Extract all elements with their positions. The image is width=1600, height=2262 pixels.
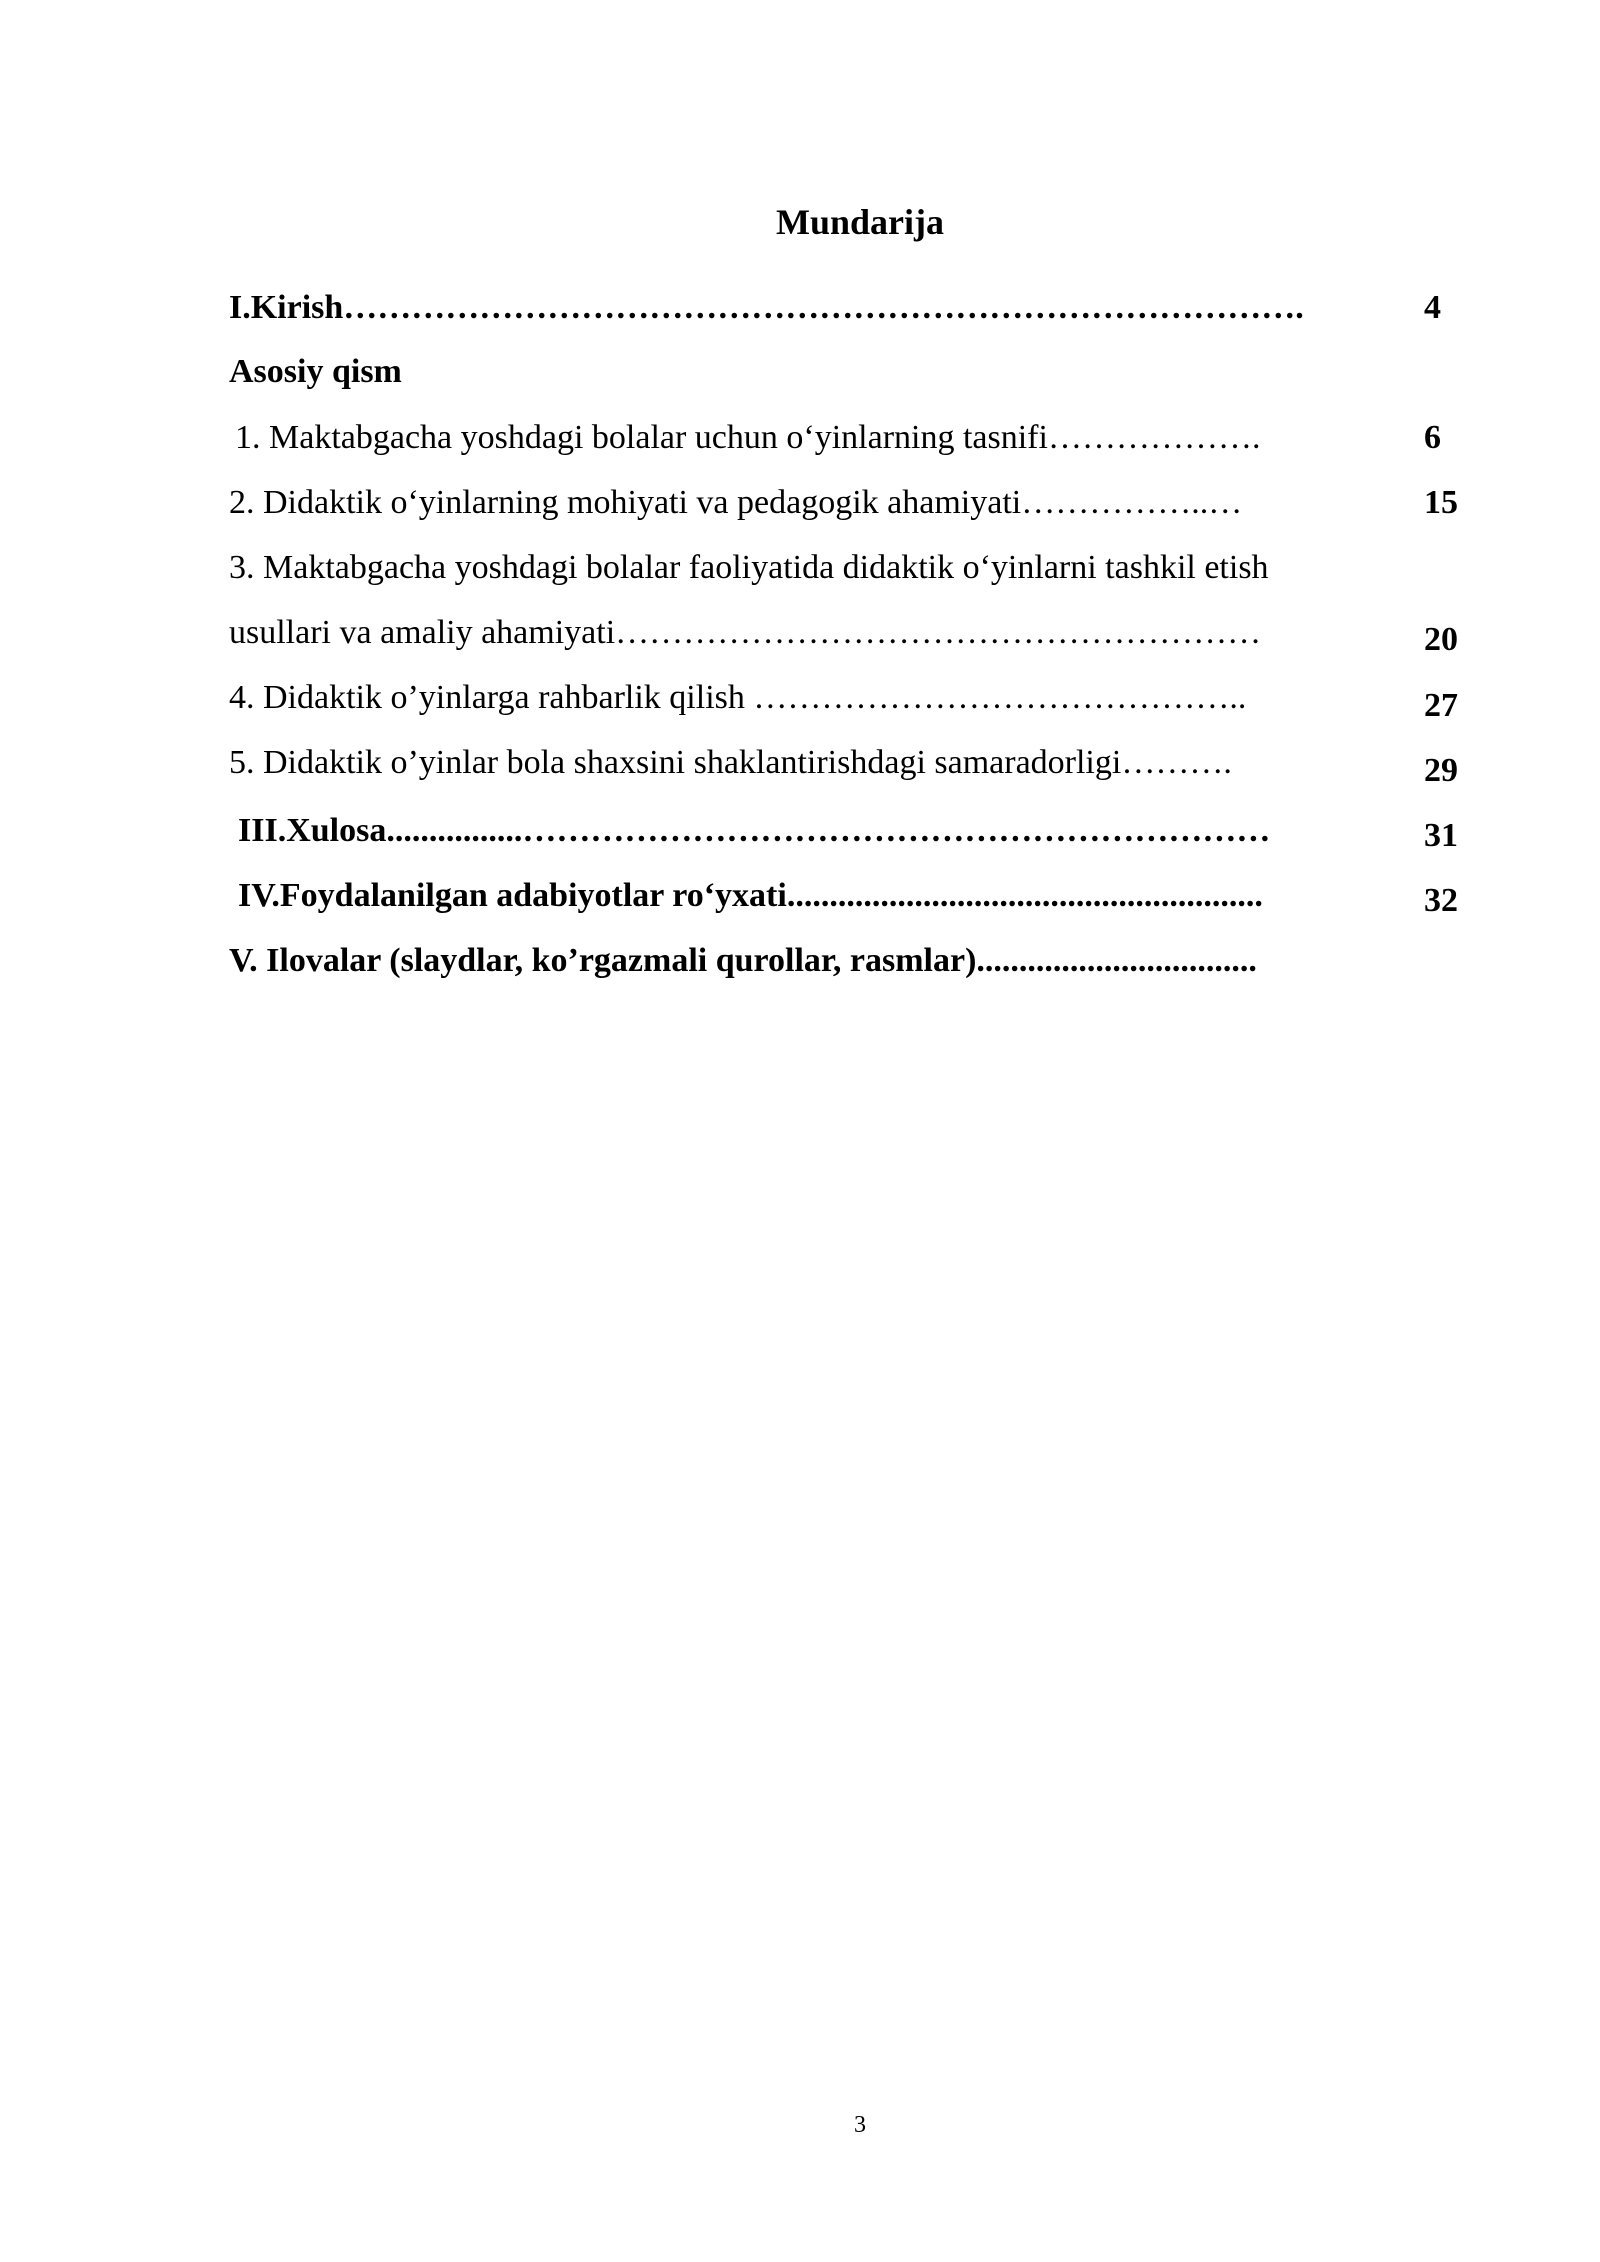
page-number: 3 — [854, 2112, 866, 2138]
toc-entry-intro: I.Kirish…………………………………………………………………………. — [229, 289, 1304, 326]
toc-page-2: 15 — [1424, 484, 1458, 521]
toc-entry-5: 5. Didaktik o’yinlar bola shaxsini shaklantirishdagi samaradorligi………. — [229, 744, 1232, 781]
toc-page-intro: 4 — [1424, 289, 1441, 326]
toc-page-1: 6 — [1424, 419, 1441, 456]
page-title: Mundarija — [775, 202, 944, 242]
toc-page-references: 32 — [1424, 882, 1458, 919]
toc-entry-references: IV.Foydalanilgan adabiyotlar ro‘yxati........................................................ — [238, 877, 1263, 914]
toc-page-3: 20 — [1424, 621, 1458, 658]
toc-page-4: 27 — [1424, 687, 1458, 724]
toc-entry-4: 4. Didaktik o’yinlarga rahbarlik qilish …………………………………….. — [229, 679, 1247, 716]
toc-section-heading: Asosiy qism — [229, 353, 402, 390]
toc-entry-2: 2. Didaktik o‘yinlarning mohiyati va pedagogik ahamiyati……………..… — [229, 484, 1243, 521]
toc-entry-appendix: V. Ilovalar (slaydlar, ko’rgazmali qurollar, rasmlar)................................. — [229, 942, 1257, 979]
toc-entry-1: 1. Maktabgacha yoshdagi bolalar uchun o‘yinlarning tasnifi………………. — [235, 419, 1261, 456]
toc-entry-3-line1: 3. Maktabgacha yoshdagi bolalar faoliyatida didaktik o‘yinlarni tashkil etish — [229, 549, 1269, 586]
toc-page-conclusion: 31 — [1424, 817, 1458, 854]
toc-entry-3-line2: usullari va amaliy ahamiyati………………………………………………… — [229, 614, 1262, 651]
toc-page-5: 29 — [1424, 752, 1458, 789]
toc-entry-conclusion: III.Xulosa................………………………………………………………… — [238, 812, 1271, 849]
